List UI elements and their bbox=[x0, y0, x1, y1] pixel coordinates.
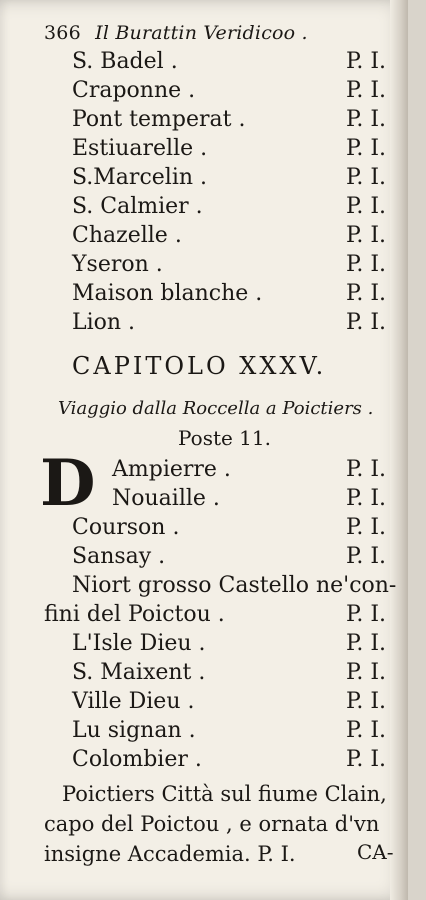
post-count: P. I. bbox=[346, 310, 387, 335]
closing-line-1: Poictiers Città sul fiume Clain, bbox=[62, 782, 387, 806]
place-name: Pont temperat . bbox=[72, 107, 246, 132]
poste-total: Poste 11. bbox=[178, 426, 271, 450]
place-name: Maison blanche . bbox=[72, 281, 263, 306]
place-name: Estiuarelle . bbox=[72, 136, 208, 161]
post-count: P. I. bbox=[346, 78, 387, 103]
closing-line-2: capo del Poictou , e ornata d'vn bbox=[44, 812, 380, 836]
place-name: Chazelle . bbox=[72, 223, 182, 248]
post-count: P. I. bbox=[346, 107, 387, 132]
page-number: 366 bbox=[44, 22, 81, 44]
place-name: Lion . bbox=[72, 310, 136, 335]
place-name: S. Badel . bbox=[72, 49, 178, 74]
place-name: Colombier . bbox=[72, 747, 202, 772]
post-count: P. I. bbox=[346, 515, 387, 540]
place-name: Courson . bbox=[72, 515, 180, 540]
place-name: Ampierre . bbox=[112, 457, 231, 482]
catchword: CA- bbox=[357, 840, 394, 864]
post-count: P. I. bbox=[346, 252, 387, 277]
post-count: P. I. bbox=[346, 602, 387, 627]
drop-cap-initial: D bbox=[40, 446, 96, 521]
post-count: P. I. bbox=[346, 660, 387, 685]
closing-line-3: insigne Accademia. P. I. bbox=[44, 842, 296, 866]
place-name: Yseron . bbox=[72, 252, 163, 277]
place-name: S. Maixent . bbox=[72, 660, 206, 685]
chapter-title: CAPITOLO XXXV. bbox=[72, 352, 327, 380]
post-count: P. I. bbox=[346, 281, 387, 306]
place-name: S.Marcelin . bbox=[72, 165, 208, 190]
post-count: P. I. bbox=[346, 136, 387, 161]
post-count: P. I. bbox=[346, 486, 387, 511]
place-name: fini del Poictou . bbox=[44, 602, 225, 627]
place-name: S. Calmier . bbox=[72, 194, 203, 219]
chapter-subtitle: Viaggio dalla Roccella a Poictiers . bbox=[58, 398, 374, 419]
place-name: Lu signan . bbox=[72, 718, 196, 743]
place-name: Sansay . bbox=[72, 544, 166, 569]
place-name: L'Isle Dieu . bbox=[72, 631, 206, 656]
place-name: Craponne . bbox=[72, 78, 196, 103]
post-count: P. I. bbox=[346, 747, 387, 772]
post-count: P. I. bbox=[346, 631, 387, 656]
place-name: Nouaille . bbox=[112, 486, 220, 511]
post-count: P. I. bbox=[346, 457, 387, 482]
place-name: Niort grosso Castello ne'con- bbox=[72, 573, 397, 598]
post-count: P. I. bbox=[346, 49, 387, 74]
running-title: Il Burattin Veridicoo . bbox=[95, 22, 308, 44]
post-count: P. I. bbox=[346, 223, 387, 248]
post-count: P. I. bbox=[346, 194, 387, 219]
post-count: P. I. bbox=[346, 718, 387, 743]
post-count: P. I. bbox=[346, 689, 387, 714]
post-count: P. I. bbox=[346, 544, 387, 569]
place-name: Ville Dieu . bbox=[72, 689, 195, 714]
post-count: P. I. bbox=[346, 165, 387, 190]
